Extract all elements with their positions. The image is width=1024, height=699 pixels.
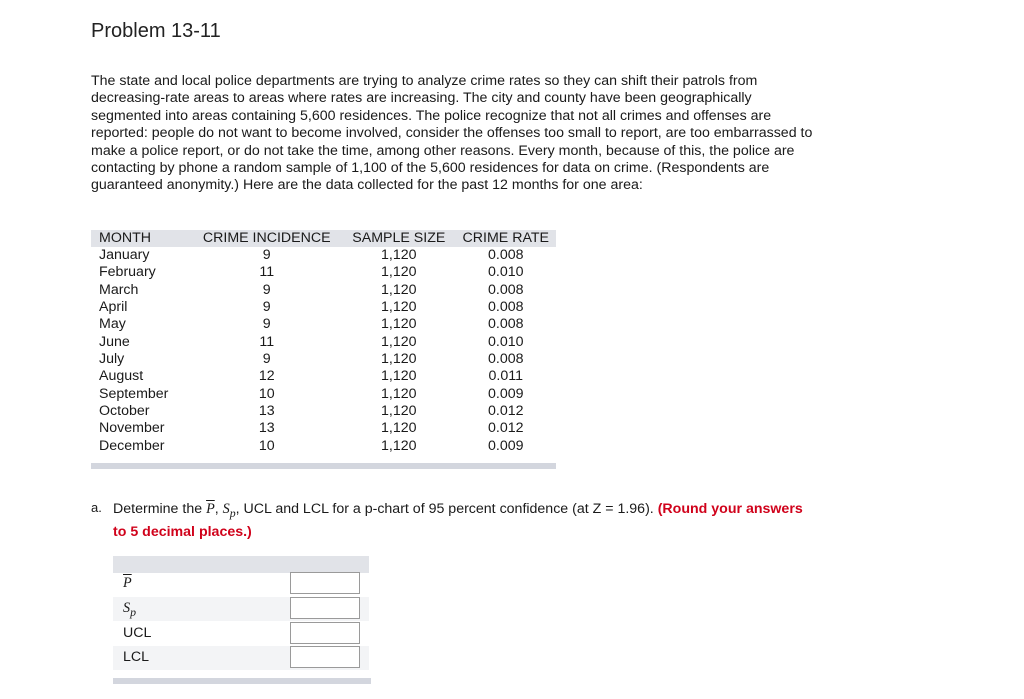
sp-subscript: p (229, 505, 236, 520)
cell-month: November (99, 420, 165, 437)
answer-row-sp (113, 597, 369, 621)
lcl-input[interactable] (290, 646, 360, 668)
cell-crime-incidence: 11 (259, 264, 275, 281)
cell-sample-size: 1,120 (381, 368, 417, 385)
cell-crime-incidence: 10 (258, 437, 275, 454)
cell-month: March (99, 281, 139, 298)
answer-row-lcl (113, 646, 369, 670)
cell-crime-incidence: 9 (262, 281, 271, 298)
ucl-label: UCL (123, 625, 152, 641)
table-row (91, 403, 556, 420)
table-row (91, 386, 556, 403)
sp-input[interactable] (290, 597, 360, 619)
cell-crime-rate: 0.008 (488, 247, 524, 263)
cell-crime-rate: 0.009 (488, 437, 524, 454)
sp-label: $S_p$ (123, 600, 137, 619)
table-row (91, 247, 556, 264)
cell-crime-rate: 0.012 (488, 420, 524, 437)
answer-row-ucl (113, 622, 369, 646)
p-bar-input[interactable] (290, 572, 360, 594)
cell-crime-rate: 0.011 (488, 368, 523, 385)
cell-crime-incidence: 10 (258, 385, 275, 402)
page-title: Problem 13-11 (91, 20, 221, 42)
cell-sample-size: 1,120 (381, 420, 417, 437)
cell-month: June (99, 333, 130, 350)
cell-crime-incidence: 12 (258, 368, 275, 385)
table-header-row (91, 230, 556, 247)
cell-sample-size: 1,120 (381, 385, 417, 402)
cell-crime-incidence: 9 (262, 316, 271, 333)
problem-intro: The state and local police departments are trying to analyze crime rates so they can shift their patrols from decreasing-rate areas to areas where rates are increasing. The city and county have been geographically segmented into areas containing 5,600 residences. The police recognize that not all crimes and offenses are reported: people do not want to become involved, consider the offenses too small to report, are too embarrassed to make a police report, or do not take the time, among other reasons. Every month, because of this, the police are contacting by phone a random sample of 1,100 of the 5,600 residences for data on crime. (Respondents are guaranteed anonymity.) Here are the data collected for the past 12 months for one area: (91, 73, 813, 194)
answer-table-header (113, 556, 369, 573)
sp-symbol: S (222, 501, 230, 517)
cell-crime-rate: 0.010 (488, 333, 524, 350)
cell-crime-incidence: 13 (258, 420, 275, 437)
cell-crime-rate: 0.008 (488, 316, 524, 333)
answer-table-bottom-divider (113, 678, 371, 684)
cell-sample-size: 1,120 (381, 437, 417, 454)
cell-sample-size: 1,120 (381, 299, 417, 316)
rounding-instruction: (Round your answers to 5 decimal places.) (113, 501, 803, 540)
question-text-after: , UCL and LCL for a p-chart of 95 percent confidence (at Z = 1.96). (235, 501, 658, 517)
cell-sample-size: 1,120 (381, 281, 417, 298)
cell-crime-incidence: 9 (262, 299, 271, 316)
question-letter: a. (91, 500, 102, 515)
cell-sample-size: 1,120 (381, 403, 417, 420)
table-row (91, 334, 556, 351)
table-row (91, 420, 556, 437)
cell-crime-rate: 0.012 (488, 403, 524, 420)
question-comma: , (214, 501, 223, 517)
table-row (91, 282, 556, 299)
lcl-label: LCL (123, 649, 150, 665)
cell-month: July (99, 351, 125, 368)
cell-month: April (99, 299, 128, 316)
cell-crime-rate: 0.008 (488, 351, 524, 368)
cell-sample-size: 1,120 (381, 247, 417, 263)
table-bottom-divider (91, 463, 556, 469)
cell-month: January (99, 247, 150, 263)
table-row (91, 438, 556, 455)
cell-month: February (99, 264, 156, 281)
header-sample-size: SAMPLE SIZE (342, 230, 455, 247)
header-crime-rate: CRIME RATE (456, 230, 556, 247)
cell-crime-incidence: 9 (262, 247, 271, 263)
header-month: MONTH (91, 230, 191, 247)
table-row (91, 264, 556, 281)
cell-crime-incidence: 13 (258, 403, 275, 420)
cell-crime-rate: 0.008 (488, 281, 524, 298)
cell-month: May (99, 316, 126, 333)
cell-month: December (99, 437, 165, 454)
cell-crime-rate: 0.008 (488, 299, 524, 316)
ucl-input[interactable] (290, 622, 360, 644)
cell-crime-rate: 0.010 (488, 264, 524, 281)
cell-month: September (99, 385, 169, 402)
question-a-text (113, 500, 813, 542)
cell-crime-incidence: 11 (259, 333, 275, 350)
table-row (91, 299, 556, 316)
cell-sample-size: 1,120 (381, 333, 417, 350)
cell-sample-size: 1,120 (381, 264, 417, 281)
cell-sample-size: 1,120 (381, 316, 417, 333)
question-text-before: Determine the (113, 501, 207, 517)
table-row (91, 351, 556, 368)
cell-month: October (99, 403, 150, 420)
cell-crime-rate: 0.009 (488, 385, 524, 402)
header-crime-incidence: CRIME INCIDENCE (191, 230, 342, 247)
cell-crime-incidence: 9 (262, 351, 271, 368)
table-row (91, 368, 556, 385)
answer-row-p-bar (113, 572, 369, 596)
crime-data-table (91, 230, 556, 455)
cell-sample-size: 1,120 (381, 351, 417, 368)
table-row (91, 316, 556, 333)
p-bar-symbol: $\overline{P}$ (206, 501, 215, 517)
cell-month: August (99, 368, 144, 385)
p-bar-label: $\overline{P}$ (123, 575, 132, 591)
